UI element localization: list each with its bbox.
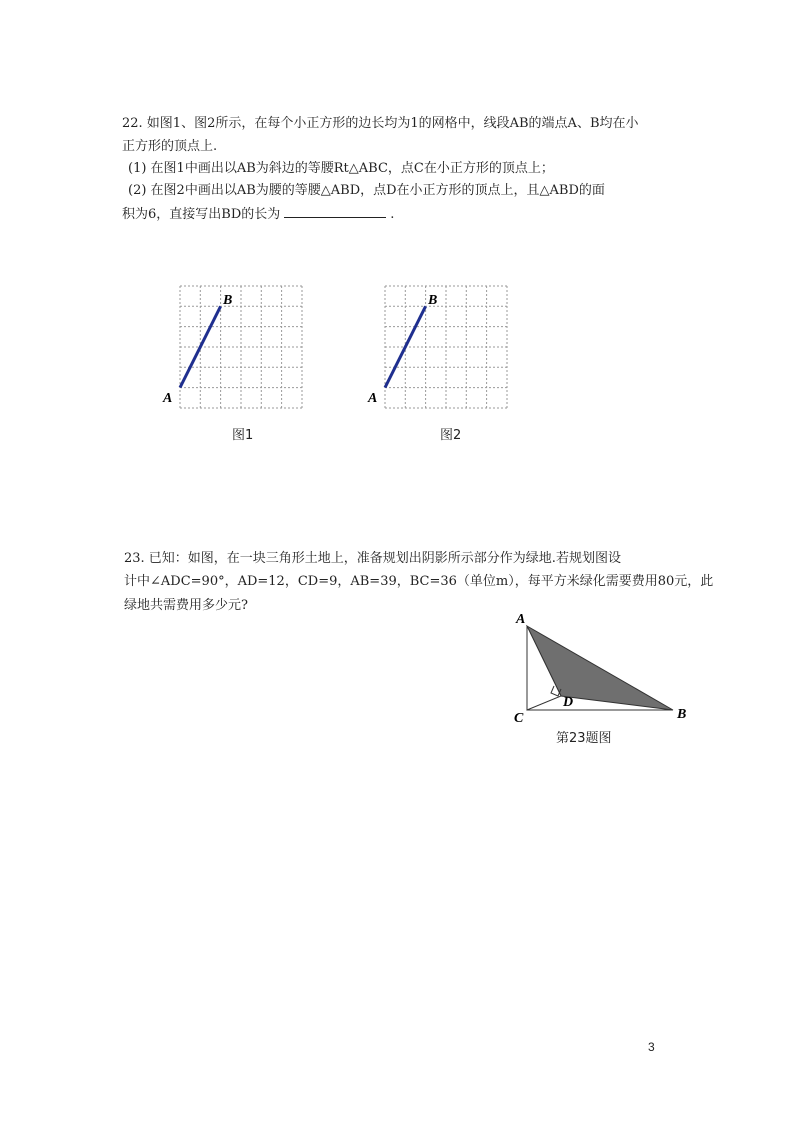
figure-2-grid-lines <box>385 286 507 408</box>
figure-1-caption: 图1 <box>232 428 254 443</box>
q22-line-1: 22. 如图1、图2所示，在每个小正方形的边长均为1的网格中，线段AB的端点A、B均在小 <box>122 116 639 131</box>
q22-line-5-text: 积为6，直接写出BD的长为 <box>122 207 281 222</box>
figure-23 <box>505 608 705 733</box>
figure-1-grid-lines <box>180 286 302 408</box>
q22-line-2: 正方形的顶点上. <box>122 139 218 154</box>
label-a-fig23: A <box>516 612 526 627</box>
figure-1-grid <box>155 280 315 415</box>
answer-blank <box>284 205 386 218</box>
label-a-fig1: A <box>163 391 173 406</box>
q22-line-5-end: . <box>390 207 395 222</box>
label-b-fig2: B <box>428 293 438 308</box>
figure-2-grid <box>360 280 520 415</box>
q23-line-2: 计中∠ADC=90°，AD=12，CD=9，AB=39，BC=36（单位m），每平方米绿化需要费用80元，此 <box>124 574 714 589</box>
page-number: 3 <box>648 1040 655 1054</box>
label-b-fig1: B <box>223 293 233 308</box>
q23-line-3: 绿地共需费用多少元? <box>124 598 248 613</box>
q22-line-4: (2) 在图2中画出以AB为腰的等腰△ABD，点D在小正方形的顶点上，且△ABD的面 <box>128 183 605 198</box>
label-c-fig23: C <box>514 711 524 726</box>
q23-line-1: 23. 已知：如图，在一块三角形土地上，准备规划出阴影所示部分作为绿地.若规划图设 <box>124 551 621 566</box>
q22-line-5 <box>122 205 394 223</box>
label-d-fig23: D <box>563 695 574 710</box>
label-a-fig2: A <box>368 391 378 406</box>
label-b-fig23: B <box>677 707 687 722</box>
figure-2-caption: 图2 <box>440 428 462 443</box>
q22-line-3: (1) 在图1中画出以AB为斜边的等腰Rt△ABC，点C在小正方形的顶点上； <box>128 161 554 176</box>
figure-23-caption: 第23题图 <box>556 731 612 746</box>
